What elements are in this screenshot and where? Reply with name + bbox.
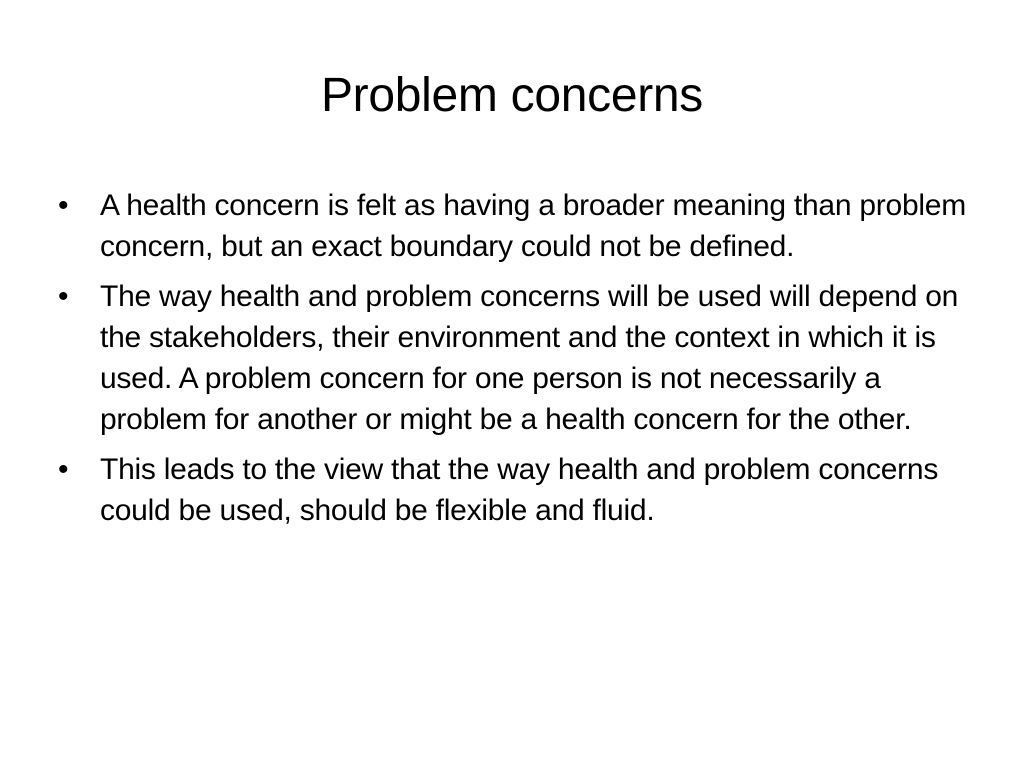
bullet-text: A health concern is felt as having a broader meaning than problem concern, but an exact boundary could not be defined. — [100, 189, 966, 263]
bullet-item — [58, 185, 978, 267]
bullet-icon: • — [58, 280, 69, 313]
bullet-list — [58, 185, 978, 540]
bullet-item — [58, 449, 978, 531]
bullet-text: This leads to the view that the way health and problem concerns could be used, should be flexible and fluid. — [100, 453, 939, 527]
slide-title: Problem concerns — [320, 69, 704, 122]
bullet-item — [58, 276, 978, 440]
bullet-text: The way health and problem concerns will be used will depend on the stakeholders, their environment and the context in which it is used. A problem concern for one person is not necessarily a problem for another or might be a health concern for the other. — [100, 280, 959, 436]
bullet-icon: • — [58, 453, 69, 486]
bullet-icon: • — [58, 189, 69, 222]
